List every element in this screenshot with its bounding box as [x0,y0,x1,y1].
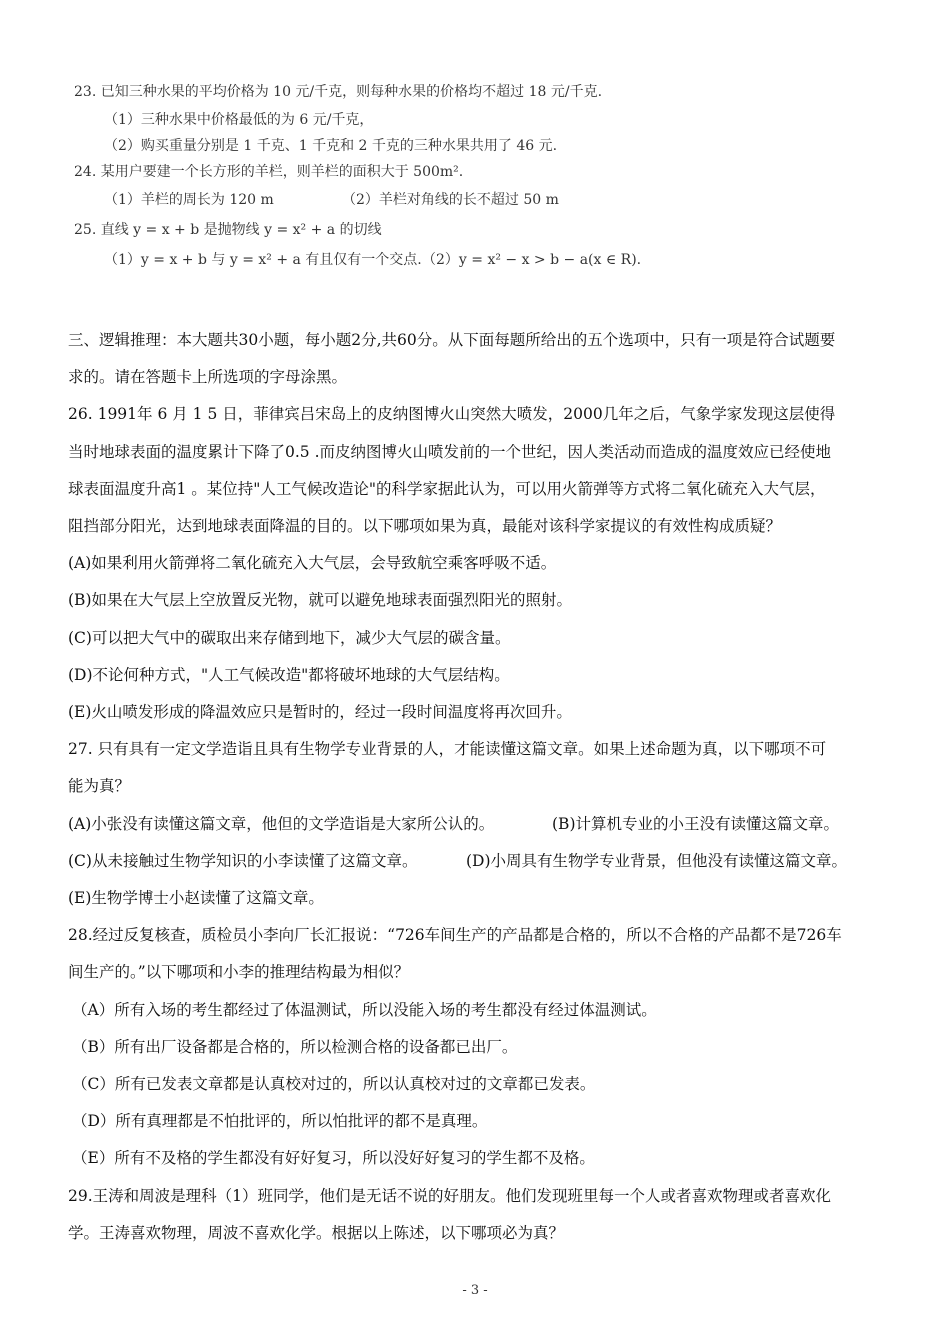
section3-header-line1: 三、逻辑推理：本大题共30小题，每小题2分,共60分。从下面每题所给出的五个选项中，只有一项是符合试题要 [68,331,836,349]
q27-line2: 能为真？ [68,777,131,796]
q25-condition-2: （2）y = x² − x > b − a(x ∈ R). [422,252,642,268]
q28-option-e: （E）所有不及格的学生都没有好好复习，所以没好好复习的学生都不及格。 [72,1149,595,1168]
q26-line2: 当时地球表面的温度累计下降了0.5 .而皮纳图博火山喷发前的一个世纪，因人类活动而造成的温度效应已经使地 [68,442,832,461]
q27-line1: 27. 只有具有一定文学造诣且具有生物学专业背景的人，才能读懂这篇文章。如果上述命题为真，以下哪项不可 [68,740,827,759]
q24-stem: 24. 某用户要建一个长方形的羊栏，则羊栏的面积大于 500m². [74,164,464,180]
q24-condition-1: （1）羊栏的周长为 120 m [104,192,274,208]
q27-option-c: (C)从未接触过生物学知识的小李读懂了这篇文章。 [68,851,418,870]
q26-option-d: (D)不论何种方式，"人工气候改造"都将破坏地球的大气层结构。 [68,665,510,684]
page-number: - 3 - [462,1283,488,1298]
q26-option-c: (C)可以把大气中的碳取出来存储到地下，减少大气层的碳含量。 [68,628,511,647]
q28-option-a: （A）所有入场的考生都经过了体温测试，所以没能入场的考生都没有经过体温测试。 [72,1000,657,1019]
q23-condition-1: （1）三种水果中价格最低的为 6 元/千克， [104,112,374,128]
q25-stem: 25. 直线 y = x + b 是抛物线 y = x² + a 的切线 [74,222,382,238]
q28-line1: 28.经过反复核查，质检员小李向厂长汇报说：“726车间生产的产品都是合格的，所以不合格的产品都不是726车 [68,926,842,945]
q26-option-a: (A)如果利用火箭弹将二氧化硫充入大气层，会导致航空乘客呼吸不适。 [68,554,557,573]
q26-line4: 阻挡部分阳光，达到地球表面降温的目的。以下哪项如果为真，最能对该科学家提议的有效性构成质疑？ [68,517,782,536]
q24-condition-2: （2）羊栏对角线的长不超过 50 m [342,192,559,208]
q23-stem: 23. 已知三种水果的平均价格为 10 元/千克，则每种水果的价格均不超过 18 元/千克. [74,84,603,100]
q26-option-b: (B)如果在大气层上空放置反光物，就可以避免地球表面强烈阳光的照射。 [68,591,572,610]
q27-options-row2 [68,843,888,880]
q27-options-row1 [68,806,888,843]
q27-option-b: (B)计算机专业的小王没有读懂这篇文章。 [552,814,839,833]
q29-line1: 29.王涛和周波是理科（1）班同学，他们是无话不说的好朋友。他们发现班里每一个人或者喜欢物理或者喜欢化 [68,1186,832,1205]
section-logic-reasoning [68,322,888,1252]
q27-option-e: (E)生物学博士小赵读懂了这篇文章。 [68,889,324,908]
q28-option-b: （B）所有出厂设备都是合格的，所以检测合格的设备都已出厂。 [72,1037,518,1056]
q27-option-a: (A)小张没有读懂这篇文章，他但的文学造诣是大家所公认的。 [68,814,495,833]
q25-condition-1: （1）y = x + b 与 y = x² + a 有且仅有一个交点. [104,252,422,268]
q27-option-d: (D)小周具有生物学专业背景，但他没有读懂这篇文章。 [466,851,848,870]
q26-line3: 球表面温度升高1 。某位持"人工气候改造论"的科学家据此认为，可以用火箭弹等方式将二氧化硫充入大气层， [68,479,826,498]
q28-option-c: （C）所有已发表文章都是认真校对过的，所以认真校对过的文章都已发表。 [72,1075,596,1094]
q23-condition-2: （2）购买重量分别是 1 千克、1 千克和 2 千克的三种水果共用了 46 元. [104,138,558,154]
section3-header-line2: 求的。请在答题卡上所选项的字母涂黑。 [68,368,348,387]
q29-line2: 学。王涛喜欢物理，周波不喜欢化学。根据以上陈述，以下哪项必为真？ [68,1223,565,1242]
q26-option-e: (E)火山喷发形成的降温效应只是暂时的，经过一段时间温度将再次回升。 [68,703,572,722]
q26-line1: 26. 1991年 6 月 1 5 日，菲律宾吕宋岛上的皮纳图博火山突然大喷发，2000几年之后，气象学家发现这层使得 [68,405,836,424]
q28-option-d: （D）所有真理都是不怕批评的，所以怕批评的都不是真理。 [72,1112,488,1131]
q28-line2: 间生产的。”以下哪项和小李的推理结构最为相似？ [68,963,410,982]
